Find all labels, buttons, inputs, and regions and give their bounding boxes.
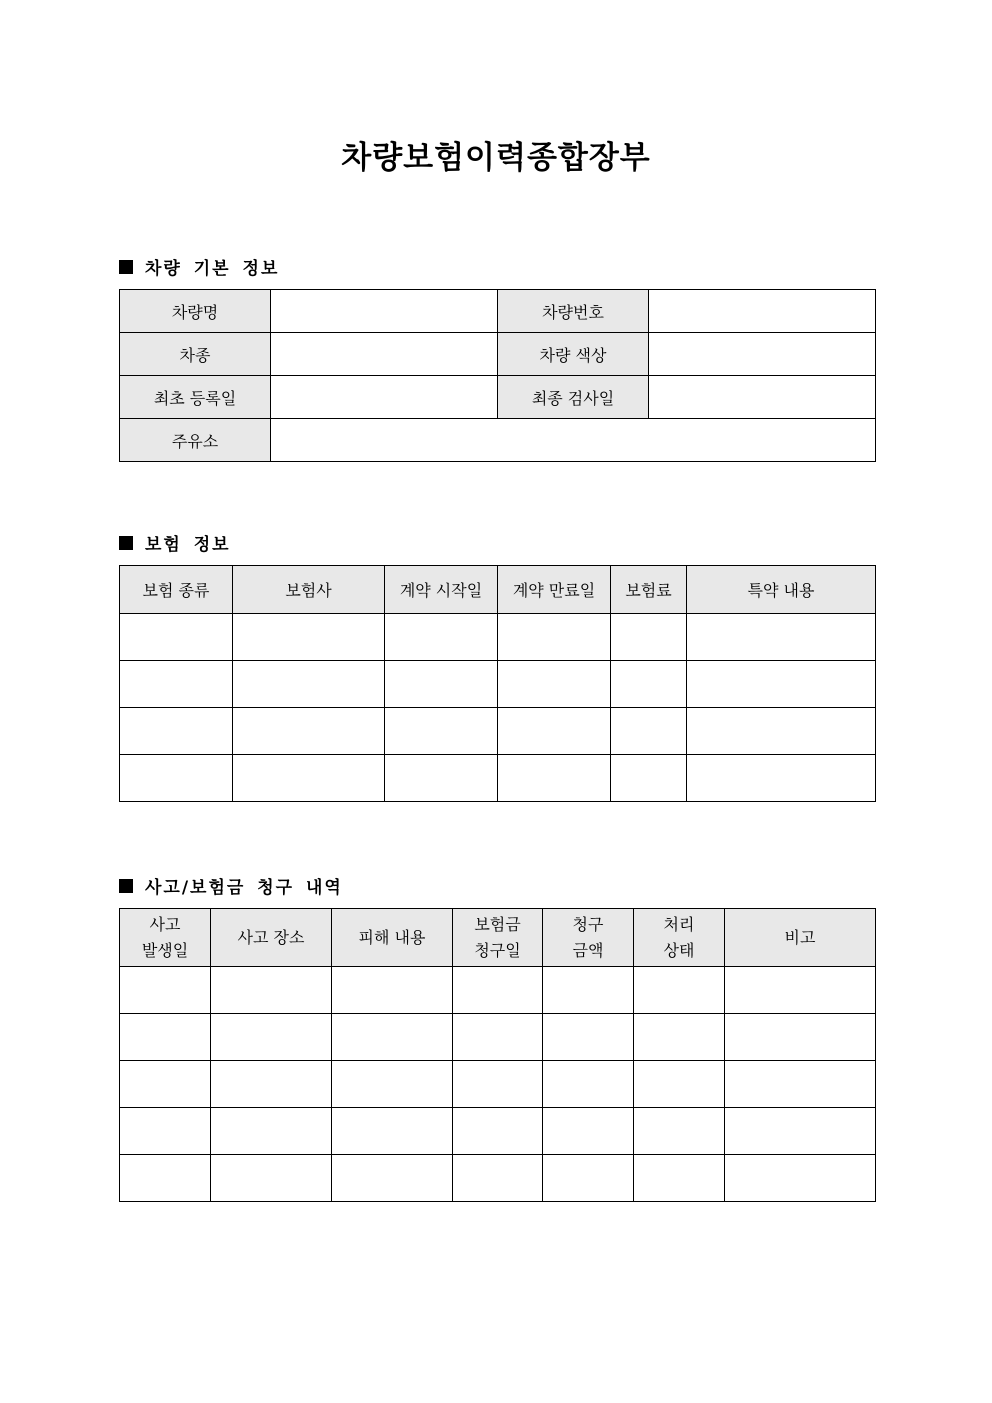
insurance-col-end: 계약 만료일 bbox=[498, 566, 611, 614]
claims-cell[interactable] bbox=[725, 1155, 876, 1202]
claims-col-label: 발생일 bbox=[141, 940, 189, 960]
insurance-col-company: 보험사 bbox=[233, 566, 385, 614]
insurance-cell[interactable] bbox=[120, 661, 233, 708]
vehicle-info-table bbox=[119, 289, 876, 462]
insurance-cell[interactable] bbox=[687, 708, 876, 755]
field-vehicle-name[interactable] bbox=[271, 290, 498, 333]
insurance-cell[interactable] bbox=[385, 755, 498, 802]
claims-cell[interactable] bbox=[120, 1061, 211, 1108]
claims-cell[interactable] bbox=[725, 967, 876, 1014]
claims-cell[interactable] bbox=[211, 1155, 332, 1202]
claims-header-row bbox=[120, 909, 876, 967]
insurance-cell[interactable] bbox=[611, 661, 687, 708]
claims-cell[interactable] bbox=[211, 1108, 332, 1155]
claims-col-label: 상태 bbox=[663, 940, 695, 960]
claims-cell[interactable] bbox=[453, 1155, 543, 1202]
claims-col-label: 사고 bbox=[149, 914, 181, 934]
claims-col-label: 피해 내용 bbox=[358, 927, 426, 947]
claims-cell[interactable] bbox=[543, 1061, 634, 1108]
claims-cell[interactable] bbox=[211, 1061, 332, 1108]
vehicle-heading-text: 차량 기본 정보 bbox=[145, 259, 280, 279]
insurance-section-heading bbox=[119, 530, 231, 555]
table-row bbox=[120, 614, 876, 661]
insurance-col-type: 보험 종류 bbox=[120, 566, 233, 614]
label-vehicle-color: 차량 색상 bbox=[498, 333, 649, 376]
label-vehicle-name: 차량명 bbox=[120, 290, 271, 333]
insurance-cell[interactable] bbox=[233, 614, 385, 661]
insurance-cell[interactable] bbox=[687, 661, 876, 708]
square-bullet-icon bbox=[119, 536, 133, 550]
field-last-inspection[interactable] bbox=[649, 376, 876, 419]
claims-cell[interactable] bbox=[332, 1014, 453, 1061]
square-bullet-icon bbox=[119, 260, 133, 274]
insurance-cell[interactable] bbox=[498, 755, 611, 802]
insurance-cell[interactable] bbox=[611, 755, 687, 802]
claims-col-1 bbox=[211, 909, 332, 967]
insurance-cell[interactable] bbox=[385, 661, 498, 708]
claims-heading-text: 사고/보험금 청구 내역 bbox=[145, 878, 343, 898]
claims-col-label: 사고 장소 bbox=[237, 927, 305, 947]
field-vehicle-color[interactable] bbox=[649, 333, 876, 376]
table-row bbox=[120, 708, 876, 755]
square-bullet-icon bbox=[119, 879, 133, 893]
claims-cell[interactable] bbox=[332, 967, 453, 1014]
claims-cell[interactable] bbox=[211, 967, 332, 1014]
claims-cell[interactable] bbox=[120, 1108, 211, 1155]
table-row bbox=[120, 1155, 876, 1202]
table-row bbox=[120, 967, 876, 1014]
claims-cell[interactable] bbox=[634, 1061, 725, 1108]
label-vehicle-type: 차종 bbox=[120, 333, 271, 376]
claims-cell[interactable] bbox=[453, 1014, 543, 1061]
claims-cell[interactable] bbox=[453, 967, 543, 1014]
claims-cell[interactable] bbox=[725, 1061, 876, 1108]
insurance-cell[interactable] bbox=[498, 614, 611, 661]
insurance-cell[interactable] bbox=[498, 661, 611, 708]
label-address: 주유소 bbox=[120, 419, 271, 462]
claims-cell[interactable] bbox=[725, 1014, 876, 1061]
claims-col-label: 청구일 bbox=[474, 940, 521, 960]
claims-cell[interactable] bbox=[543, 967, 634, 1014]
field-vehicle-plate[interactable] bbox=[649, 290, 876, 333]
claims-col-3 bbox=[453, 909, 543, 967]
claims-col-5 bbox=[634, 909, 725, 967]
insurance-cell[interactable] bbox=[385, 708, 498, 755]
claims-cell[interactable] bbox=[120, 967, 211, 1014]
claims-col-6 bbox=[725, 909, 876, 967]
claims-col-label: 보험금 bbox=[474, 914, 521, 934]
claims-cell[interactable] bbox=[332, 1108, 453, 1155]
claims-cell[interactable] bbox=[453, 1108, 543, 1155]
claims-table bbox=[119, 908, 876, 1202]
claims-cell[interactable] bbox=[543, 1108, 634, 1155]
insurance-cell[interactable] bbox=[498, 708, 611, 755]
table-row bbox=[120, 755, 876, 802]
vehicle-section-heading bbox=[119, 254, 279, 279]
insurance-col-start: 계약 시작일 bbox=[385, 566, 498, 614]
claims-cell[interactable] bbox=[120, 1155, 211, 1202]
field-address[interactable] bbox=[271, 419, 876, 462]
claims-col-label: 처리 bbox=[663, 914, 695, 934]
claims-col-label: 청구 bbox=[572, 914, 604, 934]
insurance-cell[interactable] bbox=[233, 755, 385, 802]
table-row bbox=[120, 1014, 876, 1061]
insurance-header-row bbox=[120, 566, 876, 614]
field-vehicle-type[interactable] bbox=[271, 333, 498, 376]
claims-col-4 bbox=[543, 909, 634, 967]
claims-cell[interactable] bbox=[543, 1014, 634, 1061]
insurance-cell[interactable] bbox=[687, 755, 876, 802]
label-vehicle-plate: 차량번호 bbox=[498, 290, 649, 333]
table-row bbox=[120, 1061, 876, 1108]
claims-section-heading bbox=[119, 873, 343, 898]
claims-cell[interactable] bbox=[332, 1155, 453, 1202]
label-last-inspection: 최종 검사일 bbox=[498, 376, 649, 419]
claims-col-2 bbox=[332, 909, 453, 967]
claims-cell[interactable] bbox=[725, 1108, 876, 1155]
label-first-registration: 최초 등록일 bbox=[120, 376, 271, 419]
claims-col-label: 금액 bbox=[572, 940, 604, 960]
insurance-table bbox=[119, 565, 876, 802]
claims-col-0 bbox=[120, 909, 211, 967]
claims-cell[interactable] bbox=[332, 1061, 453, 1108]
insurance-cell[interactable] bbox=[120, 614, 233, 661]
claims-cell[interactable] bbox=[120, 1014, 211, 1061]
claims-cell[interactable] bbox=[634, 1155, 725, 1202]
page-title: 차량보험이력종합장부 bbox=[341, 140, 651, 176]
insurance-col-premium: 보험료 bbox=[611, 566, 687, 614]
insurance-cell[interactable] bbox=[120, 755, 233, 802]
claims-col-label: 비고 bbox=[784, 927, 816, 947]
field-first-registration[interactable] bbox=[271, 376, 498, 419]
insurance-heading-text: 보험 정보 bbox=[145, 535, 231, 555]
insurance-cell[interactable] bbox=[233, 661, 385, 708]
insurance-cell[interactable] bbox=[611, 708, 687, 755]
insurance-cell[interactable] bbox=[120, 708, 233, 755]
insurance-col-rider: 특약 내용 bbox=[687, 566, 876, 614]
claims-cell[interactable] bbox=[634, 967, 725, 1014]
claims-cell[interactable] bbox=[543, 1155, 634, 1202]
claims-cell[interactable] bbox=[453, 1061, 543, 1108]
claims-cell[interactable] bbox=[634, 1014, 725, 1061]
insurance-cell[interactable] bbox=[687, 614, 876, 661]
claims-cell[interactable] bbox=[634, 1108, 725, 1155]
insurance-cell[interactable] bbox=[385, 614, 498, 661]
table-row bbox=[120, 661, 876, 708]
table-row bbox=[120, 1108, 876, 1155]
insurance-cell[interactable] bbox=[611, 614, 687, 661]
insurance-cell[interactable] bbox=[233, 708, 385, 755]
claims-cell[interactable] bbox=[211, 1014, 332, 1061]
